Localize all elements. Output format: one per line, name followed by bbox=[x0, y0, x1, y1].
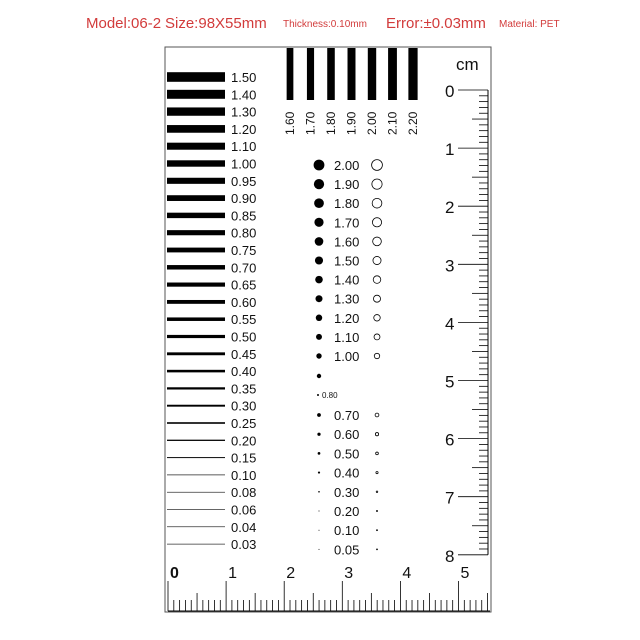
gauge-line bbox=[167, 335, 225, 338]
dot-label: 0.50 bbox=[334, 446, 360, 462]
gauge-line-label: 0.65 bbox=[231, 277, 257, 293]
ruler-cm-label: 5 bbox=[460, 565, 470, 582]
gauge-bar bbox=[327, 48, 335, 100]
dot-label: 0.30 bbox=[334, 484, 360, 500]
dot-label: 0.40 bbox=[334, 465, 360, 481]
gauge-line bbox=[167, 125, 225, 133]
gauge-bar-label: 1.90 bbox=[344, 111, 359, 135]
solid-dot bbox=[314, 218, 323, 227]
gauge-line-label: 0.15 bbox=[231, 450, 257, 466]
size-label: Size:98X55mm bbox=[165, 15, 267, 32]
gauge-bar-label: 2.10 bbox=[385, 111, 400, 135]
gauge-line-label: 0.04 bbox=[231, 519, 257, 535]
gauge-line-label: 0.10 bbox=[231, 467, 257, 483]
gauge-line-label: 0.75 bbox=[231, 243, 257, 258]
ruler-cm-label: 1 bbox=[445, 140, 455, 160]
dot-label: 1.10 bbox=[334, 329, 360, 345]
dot-label: 0.60 bbox=[334, 427, 360, 443]
dot-label: 0.80 bbox=[322, 391, 338, 400]
solid-dot bbox=[319, 530, 320, 531]
gauge-line bbox=[167, 230, 225, 235]
solid-dot bbox=[317, 413, 321, 417]
gauge-line bbox=[167, 90, 225, 99]
gauge-line-label: 1.20 bbox=[231, 121, 257, 137]
gauge-line bbox=[167, 440, 225, 441]
dot-label: 1.30 bbox=[334, 291, 360, 307]
gauge-line-label: 0.06 bbox=[231, 502, 257, 518]
ruler-cm-label: 5 bbox=[445, 372, 455, 392]
gauge-line bbox=[167, 143, 225, 150]
thickness-label: Thickness:0.10mm bbox=[283, 19, 367, 30]
gauge-line-label: 0.90 bbox=[231, 191, 257, 207]
gauge-line-label: 0.85 bbox=[231, 208, 257, 224]
gauge-line bbox=[167, 213, 225, 218]
dot-label: 1.60 bbox=[334, 234, 360, 250]
gauge-line bbox=[167, 248, 225, 253]
dot-label: 0.10 bbox=[334, 523, 360, 539]
gauge-line bbox=[167, 387, 225, 389]
solid-dot bbox=[315, 237, 324, 246]
solid-dot bbox=[319, 549, 320, 550]
dot-label: 1.70 bbox=[334, 215, 360, 231]
gauge-line-label: 0.08 bbox=[231, 485, 257, 501]
ruler-cm-label: 7 bbox=[445, 488, 455, 508]
gauge-line bbox=[167, 300, 225, 304]
gauge-line bbox=[167, 457, 225, 458]
gauge-bar-label: 2.00 bbox=[365, 111, 379, 135]
solid-dot bbox=[317, 374, 321, 378]
gauge-bar bbox=[368, 48, 376, 100]
gauge-bar bbox=[307, 48, 314, 100]
gauge-line-label: 0.95 bbox=[231, 173, 257, 189]
solid-dot bbox=[318, 452, 321, 455]
gauge-bar bbox=[287, 48, 294, 100]
gauge-line bbox=[167, 195, 225, 201]
gauge-bar-label: 1.60 bbox=[283, 111, 297, 135]
unit-label: cm bbox=[456, 55, 479, 74]
gauge-line bbox=[167, 283, 225, 287]
gauge-bar-label: 2.20 bbox=[406, 111, 420, 135]
gauge-line bbox=[167, 265, 225, 269]
solid-dot bbox=[318, 472, 320, 474]
model-label: Model:06-2 bbox=[86, 15, 162, 32]
ruler-cm-label: 4 bbox=[402, 565, 412, 582]
solid-dot bbox=[317, 433, 320, 436]
solid-dot bbox=[315, 276, 323, 284]
dot-label: 1.00 bbox=[334, 349, 360, 364]
gauge-line bbox=[167, 405, 225, 407]
solid-dot bbox=[314, 198, 324, 208]
gauge-line-label: 0.35 bbox=[231, 381, 257, 397]
gauge-line-label: 1.50 bbox=[231, 70, 257, 85]
solid-dot bbox=[316, 353, 321, 358]
solid-dot bbox=[315, 295, 322, 302]
solid-dot bbox=[316, 334, 322, 340]
gauge-line bbox=[167, 509, 225, 510]
gauge-line bbox=[167, 544, 225, 545]
gauge-line bbox=[167, 178, 225, 184]
gauge-line-label: 0.25 bbox=[231, 416, 257, 431]
solid-dot bbox=[314, 179, 324, 189]
gauge-bar bbox=[348, 48, 356, 100]
dot-label: 1.90 bbox=[334, 177, 360, 193]
gauge-line-label: 0.70 bbox=[231, 260, 257, 276]
gauge-line-label: 0.40 bbox=[231, 364, 257, 380]
ruler-cm-label: 0 bbox=[445, 82, 455, 101]
gauge-line-label: 0.50 bbox=[231, 329, 257, 345]
gauge-line bbox=[167, 475, 225, 476]
ruler-cm-label: 1 bbox=[228, 565, 238, 582]
dot-label: 0.20 bbox=[334, 504, 360, 519]
ruler-cm-label: 8 bbox=[445, 546, 455, 566]
gauge-line bbox=[167, 492, 225, 493]
gauge-line-label: 0.55 bbox=[231, 312, 257, 328]
gauge-line bbox=[167, 352, 225, 355]
gauge-line-label: 0.45 bbox=[231, 346, 257, 362]
dot-label: 2.00 bbox=[334, 158, 360, 173]
solid-dot bbox=[318, 491, 320, 493]
dot-label: 1.80 bbox=[334, 196, 360, 212]
gauge-line bbox=[167, 160, 225, 166]
ruler-cm-label: 2 bbox=[445, 198, 455, 218]
gauge-bar-label: 1.70 bbox=[303, 111, 318, 135]
ruler-cm-label: 2 bbox=[286, 565, 296, 582]
gauge-line bbox=[167, 107, 225, 115]
gauge-line bbox=[167, 527, 225, 528]
gauge-line-label: 0.20 bbox=[231, 433, 257, 449]
ruler-cm-label: 3 bbox=[344, 565, 354, 582]
gauge-bar bbox=[388, 48, 397, 100]
gauge-line bbox=[167, 422, 225, 424]
gauge-line-label: 0.03 bbox=[231, 537, 257, 553]
gauge-bar bbox=[408, 48, 417, 100]
gauge-line-label: 0.80 bbox=[231, 225, 257, 241]
gauge-line-label: 1.40 bbox=[231, 87, 257, 103]
material-label: Material: PET bbox=[499, 19, 560, 30]
ruler-cm-label: 4 bbox=[445, 314, 455, 334]
ruler-cm-label: 3 bbox=[445, 256, 455, 276]
solid-dot bbox=[314, 160, 325, 171]
gauge-line bbox=[167, 72, 225, 82]
dot-label: 1.40 bbox=[334, 272, 360, 288]
gauge-line bbox=[167, 370, 225, 373]
dot-label: 1.50 bbox=[334, 253, 360, 269]
dot-label: 0.70 bbox=[334, 408, 360, 423]
gauge-bar-label: 1.80 bbox=[324, 111, 338, 135]
gauge-line-label: 1.10 bbox=[231, 139, 257, 155]
solid-dot bbox=[318, 510, 319, 511]
gauge-line-label: 0.30 bbox=[231, 398, 257, 414]
gauge-line-label: 1.30 bbox=[231, 104, 257, 120]
dot-label: 1.20 bbox=[334, 310, 360, 326]
ruler-cm-label: 0 bbox=[170, 565, 179, 582]
solid-dot bbox=[317, 394, 319, 396]
gauge-line-label: 0.60 bbox=[231, 294, 257, 310]
error-label: Error:±0.03mm bbox=[386, 15, 486, 32]
solid-dot bbox=[315, 256, 323, 264]
dot-label: 0.05 bbox=[334, 542, 360, 558]
solid-dot bbox=[316, 315, 322, 321]
gauge-line bbox=[167, 317, 225, 321]
gauge-line-label: 1.00 bbox=[231, 156, 257, 172]
ruler-cm-label: 6 bbox=[445, 430, 455, 450]
